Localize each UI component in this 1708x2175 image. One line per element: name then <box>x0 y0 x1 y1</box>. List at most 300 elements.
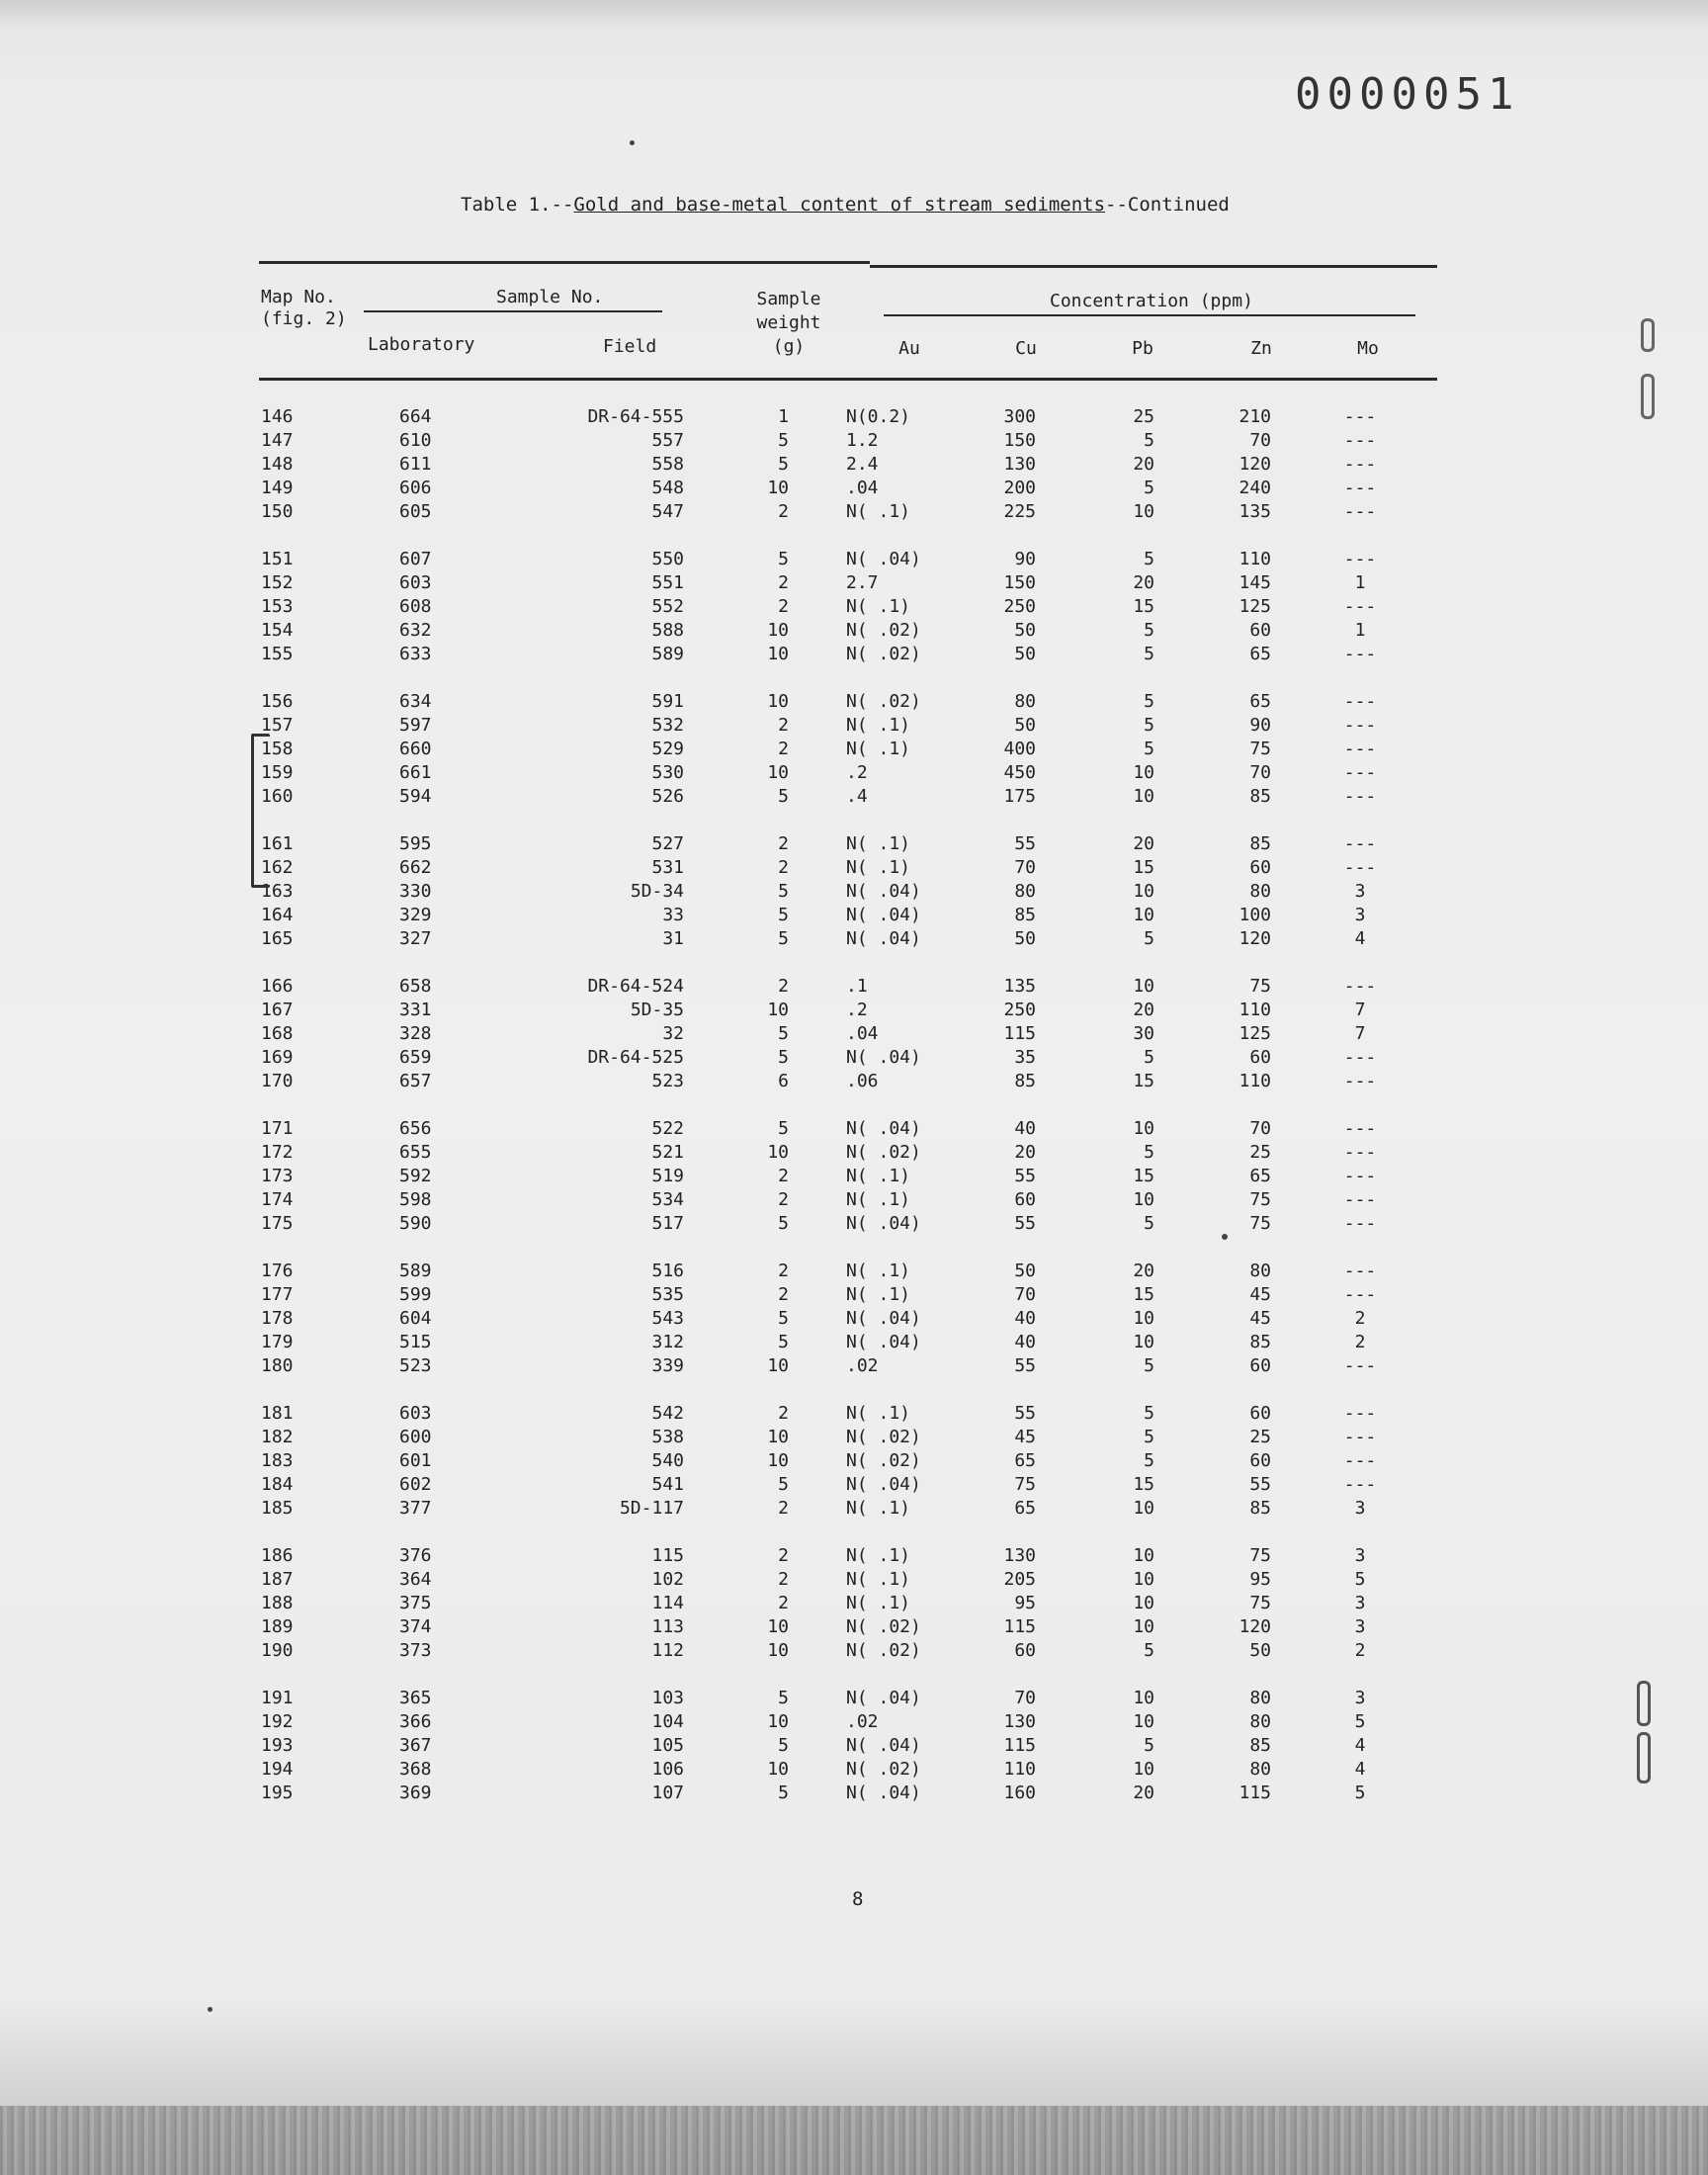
cell-au: N( .04) <box>846 1688 921 1708</box>
cell-field: 540 <box>651 1450 684 1471</box>
cell-mo: --- <box>1343 762 1377 783</box>
cell-pb: 15 <box>1133 1474 1154 1495</box>
cell-au: N( .04) <box>846 928 921 949</box>
cell-pb: 5 <box>1144 715 1154 736</box>
cell-zn: 60 <box>1249 620 1271 641</box>
cell-weight: 10 <box>767 1000 789 1020</box>
cell-cu: 50 <box>1014 715 1036 736</box>
cell-map-no: 172 <box>261 1142 294 1163</box>
cell-laboratory: 602 <box>399 1474 432 1495</box>
cell-weight: 1 <box>778 406 789 427</box>
scan-speck <box>630 140 635 145</box>
margin-bracket-mark <box>251 734 270 888</box>
cell-field: 522 <box>651 1118 684 1139</box>
cell-pb: 5 <box>1144 620 1154 641</box>
cell-pb: 5 <box>1144 1213 1154 1234</box>
cell-mo: --- <box>1343 1189 1377 1210</box>
cell-cu: 300 <box>1003 406 1036 427</box>
table-title <box>461 194 1230 216</box>
cell-field: 521 <box>651 1142 684 1163</box>
cell-weight: 2 <box>778 857 789 878</box>
cell-pb: 10 <box>1133 1759 1154 1780</box>
cell-field: 114 <box>651 1593 684 1613</box>
cell-cu: 400 <box>1003 739 1036 759</box>
cell-pb: 5 <box>1144 644 1154 664</box>
cell-cu: 50 <box>1014 620 1036 641</box>
cell-zn: 70 <box>1249 1118 1271 1139</box>
cell-au: N( .04) <box>846 881 921 902</box>
cell-map-no: 184 <box>261 1474 294 1495</box>
cell-cu: 65 <box>1014 1498 1036 1519</box>
cell-cu: 40 <box>1014 1118 1036 1139</box>
cell-cu: 55 <box>1014 1166 1036 1186</box>
cell-pb: 15 <box>1133 857 1154 878</box>
cell-mo: --- <box>1343 691 1377 712</box>
cell-mo: --- <box>1343 1284 1377 1305</box>
cell-field: 588 <box>651 620 684 641</box>
cell-map-no: 186 <box>261 1545 294 1566</box>
cell-field: 115 <box>651 1545 684 1566</box>
cell-laboratory: 597 <box>399 715 432 736</box>
cell-au: N( .04) <box>846 905 921 925</box>
cell-pb: 10 <box>1133 1688 1154 1708</box>
cell-cu: 70 <box>1014 857 1036 878</box>
cell-zn: 60 <box>1249 857 1271 878</box>
cell-pb: 10 <box>1133 762 1154 783</box>
cell-au: N( .04) <box>846 1783 921 1803</box>
document-id: 0000051 <box>1295 69 1520 120</box>
cell-cu: 20 <box>1014 1142 1036 1163</box>
cell-au: .2 <box>846 762 868 783</box>
cell-mo: --- <box>1343 596 1377 617</box>
cell-field: 548 <box>651 478 684 498</box>
sample-no-underline <box>364 310 662 312</box>
cell-au: N( .1) <box>846 1189 911 1210</box>
cell-weight: 5 <box>778 1213 789 1234</box>
cell-pb: 10 <box>1133 1711 1154 1732</box>
cell-pb: 10 <box>1133 881 1154 902</box>
cell-zn: 90 <box>1249 715 1271 736</box>
cell-zn: 85 <box>1249 1498 1271 1519</box>
cell-au: 2.7 <box>846 572 879 593</box>
cell-au: N( .1) <box>846 833 911 854</box>
cell-mo: 2 <box>1354 1308 1366 1329</box>
cell-cu: 55 <box>1014 1213 1036 1234</box>
cell-weight: 5 <box>778 1023 789 1044</box>
cell-mo: 1 <box>1354 620 1366 641</box>
cell-mo: 3 <box>1354 1498 1366 1519</box>
header-weight: weight <box>756 312 821 333</box>
cell-zn: 65 <box>1249 1166 1271 1186</box>
cell-au: N( .02) <box>846 1640 921 1661</box>
cell-cu: 95 <box>1014 1593 1036 1613</box>
cell-pb: 10 <box>1133 1498 1154 1519</box>
top-rule-left <box>259 261 870 264</box>
cell-weight: 10 <box>767 691 789 712</box>
cell-mo: 5 <box>1354 1783 1366 1803</box>
cell-zn: 125 <box>1238 1023 1271 1044</box>
cell-zn: 70 <box>1249 762 1271 783</box>
cell-pb: 10 <box>1133 1332 1154 1352</box>
cell-zn: 80 <box>1249 1711 1271 1732</box>
cell-laboratory: 662 <box>399 857 432 878</box>
cell-weight: 10 <box>767 1427 789 1447</box>
cell-map-no: 146 <box>261 406 294 427</box>
cell-au: N( .04) <box>846 1213 921 1234</box>
cell-pb: 10 <box>1133 786 1154 807</box>
cell-mo: --- <box>1343 1427 1377 1447</box>
cell-weight: 2 <box>778 1593 789 1613</box>
header-laboratory: Laboratory <box>368 334 475 355</box>
cell-zn: 80 <box>1249 1759 1271 1780</box>
table-title-underlined: Gold and base-metal content of stream sediments <box>573 194 1106 216</box>
cell-laboratory: 589 <box>399 1261 432 1281</box>
cell-mo: 7 <box>1354 1000 1366 1020</box>
cell-mo: --- <box>1343 549 1377 569</box>
cell-mo: 2 <box>1354 1332 1366 1352</box>
cell-mo: --- <box>1343 1166 1377 1186</box>
cell-zn: 110 <box>1238 549 1271 569</box>
cell-map-no: 156 <box>261 691 294 712</box>
cell-field: 538 <box>651 1427 684 1447</box>
cell-au: N( .1) <box>846 501 911 522</box>
page-number: 8 <box>852 1888 864 1910</box>
scan-bottom-edge <box>0 2106 1708 2175</box>
cell-map-no: 174 <box>261 1189 294 1210</box>
cell-laboratory: 366 <box>399 1711 432 1732</box>
cell-zn: 45 <box>1249 1284 1271 1305</box>
cell-weight: 2 <box>778 1189 789 1210</box>
cell-cu: 115 <box>1003 1023 1036 1044</box>
cell-pb: 15 <box>1133 1284 1154 1305</box>
cell-weight: 2 <box>778 1166 789 1186</box>
cell-field: 5D-34 <box>630 881 684 902</box>
cell-au: N( .04) <box>846 1047 921 1068</box>
cell-mo: --- <box>1343 715 1377 736</box>
cell-au: N( .02) <box>846 644 921 664</box>
header-mo: Mo <box>1357 338 1379 359</box>
cell-au: N( .04) <box>846 549 921 569</box>
cell-cu: 75 <box>1014 1474 1036 1495</box>
cell-cu: 70 <box>1014 1688 1036 1708</box>
cell-cu: 60 <box>1014 1189 1036 1210</box>
cell-field: 519 <box>651 1166 684 1186</box>
cell-cu: 55 <box>1014 833 1036 854</box>
cell-map-no: 168 <box>261 1023 294 1044</box>
cell-map-no: 183 <box>261 1450 294 1471</box>
cell-field: 113 <box>651 1616 684 1637</box>
cell-laboratory: 598 <box>399 1189 432 1210</box>
scan-speck <box>1222 1234 1228 1240</box>
cell-zn: 25 <box>1249 1142 1271 1163</box>
cell-cu: 150 <box>1003 572 1036 593</box>
cell-laboratory: 659 <box>399 1047 432 1068</box>
cell-field: 534 <box>651 1189 684 1210</box>
cell-field: 550 <box>651 549 684 569</box>
cell-pb: 5 <box>1144 430 1154 451</box>
cell-cu: 50 <box>1014 644 1036 664</box>
cell-mo: 3 <box>1354 881 1366 902</box>
cell-field: 530 <box>651 762 684 783</box>
cell-cu: 130 <box>1003 454 1036 475</box>
cell-zn: 210 <box>1238 406 1271 427</box>
cell-pb: 10 <box>1133 976 1154 997</box>
cell-zn: 60 <box>1249 1403 1271 1424</box>
cell-cu: 225 <box>1003 501 1036 522</box>
cell-mo: --- <box>1343 1355 1377 1376</box>
cell-au: N( .1) <box>846 739 911 759</box>
cell-map-no: 151 <box>261 549 294 569</box>
cell-zn: 80 <box>1249 881 1271 902</box>
cell-mo: 4 <box>1354 1735 1366 1756</box>
cell-mo: 3 <box>1354 1688 1366 1708</box>
cell-zn: 80 <box>1249 1688 1271 1708</box>
cell-au: .02 <box>846 1711 879 1732</box>
cell-au: N( .1) <box>846 1498 911 1519</box>
cell-weight: 5 <box>778 1783 789 1803</box>
cell-cu: 250 <box>1003 596 1036 617</box>
concentration-underline <box>884 314 1415 316</box>
cell-map-no: 155 <box>261 644 294 664</box>
cell-laboratory: 369 <box>399 1783 432 1803</box>
cell-mo: 3 <box>1354 1616 1366 1637</box>
cell-laboratory: 590 <box>399 1213 432 1234</box>
cell-map-no: 167 <box>261 1000 294 1020</box>
cell-au: N( .1) <box>846 1261 911 1281</box>
cell-pb: 20 <box>1133 1783 1154 1803</box>
cell-map-no: 191 <box>261 1688 294 1708</box>
cell-mo: 7 <box>1354 1023 1366 1044</box>
cell-mo: --- <box>1343 1474 1377 1495</box>
cell-laboratory: 632 <box>399 620 432 641</box>
cell-pb: 10 <box>1133 1569 1154 1590</box>
cell-pb: 10 <box>1133 1545 1154 1566</box>
cell-laboratory: 328 <box>399 1023 432 1044</box>
cell-pb: 20 <box>1133 1000 1154 1020</box>
cell-laboratory: 368 <box>399 1759 432 1780</box>
cell-map-no: 149 <box>261 478 294 498</box>
cell-weight: 10 <box>767 1711 789 1732</box>
cell-zn: 65 <box>1249 691 1271 712</box>
cell-weight: 2 <box>778 1403 789 1424</box>
staple-mark <box>1637 1681 1651 1726</box>
cell-mo: --- <box>1343 1071 1377 1091</box>
cell-weight: 10 <box>767 478 789 498</box>
cell-mo: 5 <box>1354 1569 1366 1590</box>
header-sample: Sample <box>756 289 821 309</box>
cell-mo: 4 <box>1354 1759 1366 1780</box>
cell-cu: 35 <box>1014 1047 1036 1068</box>
cell-cu: 250 <box>1003 1000 1036 1020</box>
cell-mo: --- <box>1343 430 1377 451</box>
cell-mo: --- <box>1343 644 1377 664</box>
cell-field: DR-64-524 <box>587 976 684 997</box>
cell-map-no: 181 <box>261 1403 294 1424</box>
cell-field: 532 <box>651 715 684 736</box>
cell-field: 552 <box>651 596 684 617</box>
cell-weight: 5 <box>778 454 789 475</box>
cell-laboratory: 610 <box>399 430 432 451</box>
cell-map-no: 166 <box>261 976 294 997</box>
cell-map-no: 178 <box>261 1308 294 1329</box>
cell-map-no: 187 <box>261 1569 294 1590</box>
cell-mo: --- <box>1343 454 1377 475</box>
cell-au: N( .02) <box>846 1450 921 1471</box>
header-grams: (g) <box>772 336 806 357</box>
cell-au: N( .02) <box>846 1616 921 1637</box>
cell-field: 106 <box>651 1759 684 1780</box>
cell-map-no: 164 <box>261 905 294 925</box>
cell-pb: 5 <box>1144 1735 1154 1756</box>
cell-cu: 50 <box>1014 1261 1036 1281</box>
cell-au: .04 <box>846 478 879 498</box>
cell-pb: 15 <box>1133 1166 1154 1186</box>
cell-laboratory: 604 <box>399 1308 432 1329</box>
cell-weight: 2 <box>778 715 789 736</box>
cell-field: 543 <box>651 1308 684 1329</box>
cell-zn: 85 <box>1249 833 1271 854</box>
cell-laboratory: 367 <box>399 1735 432 1756</box>
cell-field: 517 <box>651 1213 684 1234</box>
cell-mo: --- <box>1343 857 1377 878</box>
cell-cu: 205 <box>1003 1569 1036 1590</box>
cell-pb: 5 <box>1144 1427 1154 1447</box>
cell-map-no: 189 <box>261 1616 294 1637</box>
cell-cu: 70 <box>1014 1284 1036 1305</box>
cell-weight: 5 <box>778 1118 789 1139</box>
cell-pb: 20 <box>1133 1261 1154 1281</box>
cell-au: N( .1) <box>846 1593 911 1613</box>
cell-map-no: 173 <box>261 1166 294 1186</box>
cell-zn: 75 <box>1249 1189 1271 1210</box>
cell-field: 102 <box>651 1569 684 1590</box>
cell-weight: 5 <box>778 881 789 902</box>
cell-zn: 45 <box>1249 1308 1271 1329</box>
cell-field: 32 <box>662 1023 684 1044</box>
cell-weight: 5 <box>778 1047 789 1068</box>
cell-cu: 80 <box>1014 691 1036 712</box>
scan-top-edge <box>0 0 1708 28</box>
cell-pb: 10 <box>1133 1616 1154 1637</box>
cell-weight: 6 <box>778 1071 789 1091</box>
cell-weight: 10 <box>767 1142 789 1163</box>
cell-field: 547 <box>651 501 684 522</box>
cell-zn: 125 <box>1238 596 1271 617</box>
cell-cu: 175 <box>1003 786 1036 807</box>
cell-mo: --- <box>1343 976 1377 997</box>
cell-cu: 45 <box>1014 1427 1036 1447</box>
cell-zn: 55 <box>1249 1474 1271 1495</box>
cell-cu: 110 <box>1003 1759 1036 1780</box>
staple-mark <box>1637 1732 1651 1784</box>
cell-laboratory: 523 <box>399 1355 432 1376</box>
cell-cu: 85 <box>1014 905 1036 925</box>
cell-map-no: 147 <box>261 430 294 451</box>
cell-map-no: 185 <box>261 1498 294 1519</box>
cell-map-no: 177 <box>261 1284 294 1305</box>
cell-laboratory: 599 <box>399 1284 432 1305</box>
cell-cu: 40 <box>1014 1332 1036 1352</box>
cell-field: 526 <box>651 786 684 807</box>
cell-laboratory: 603 <box>399 1403 432 1424</box>
cell-weight: 2 <box>778 1498 789 1519</box>
cell-map-no: 171 <box>261 1118 294 1139</box>
cell-map-no: 175 <box>261 1213 294 1234</box>
cell-field: 527 <box>651 833 684 854</box>
cell-pb: 5 <box>1144 478 1154 498</box>
cell-mo: --- <box>1343 1450 1377 1471</box>
cell-field: 535 <box>651 1284 684 1305</box>
cell-laboratory: 658 <box>399 976 432 997</box>
cell-map-no: 154 <box>261 620 294 641</box>
cell-pb: 10 <box>1133 1308 1154 1329</box>
cell-cu: 160 <box>1003 1783 1036 1803</box>
cell-mo: --- <box>1343 786 1377 807</box>
cell-zn: 115 <box>1238 1783 1271 1803</box>
cell-mo: 1 <box>1354 572 1366 593</box>
header-au: Au <box>898 338 920 359</box>
cell-field: 591 <box>651 691 684 712</box>
cell-zn: 95 <box>1249 1569 1271 1590</box>
cell-weight: 2 <box>778 501 789 522</box>
cell-map-no: 162 <box>261 857 294 878</box>
cell-au: N( .04) <box>846 1735 921 1756</box>
cell-field: 33 <box>662 905 684 925</box>
cell-weight: 5 <box>778 430 789 451</box>
cell-laboratory: 633 <box>399 644 432 664</box>
cell-weight: 5 <box>778 1688 789 1708</box>
cell-laboratory: 329 <box>399 905 432 925</box>
cell-field: 31 <box>662 928 684 949</box>
cell-field: 112 <box>651 1640 684 1661</box>
top-rule-right <box>870 265 1437 268</box>
cell-laboratory: 605 <box>399 501 432 522</box>
cell-au: N( .1) <box>846 857 911 878</box>
cell-weight: 5 <box>778 928 789 949</box>
cell-weight: 5 <box>778 1332 789 1352</box>
cell-mo: --- <box>1343 739 1377 759</box>
cell-zn: 75 <box>1249 1213 1271 1234</box>
cell-field: 541 <box>651 1474 684 1495</box>
cell-pb: 5 <box>1144 691 1154 712</box>
cell-weight: 2 <box>778 976 789 997</box>
cell-laboratory: 377 <box>399 1498 432 1519</box>
cell-cu: 115 <box>1003 1735 1036 1756</box>
cell-weight: 2 <box>778 1261 789 1281</box>
cell-laboratory: 601 <box>399 1450 432 1471</box>
cell-zn: 120 <box>1238 1616 1271 1637</box>
cell-au: N( .02) <box>846 1427 921 1447</box>
cell-field: 312 <box>651 1332 684 1352</box>
cell-mo: 3 <box>1354 1593 1366 1613</box>
cell-zn: 70 <box>1249 430 1271 451</box>
cell-zn: 110 <box>1238 1000 1271 1020</box>
cell-laboratory: 330 <box>399 881 432 902</box>
cell-field: DR-64-555 <box>587 406 684 427</box>
cell-map-no: 163 <box>261 881 294 902</box>
cell-pb: 10 <box>1133 905 1154 925</box>
cell-map-no: 194 <box>261 1759 294 1780</box>
cell-zn: 50 <box>1249 1640 1271 1661</box>
cell-mo: --- <box>1343 1261 1377 1281</box>
cell-map-no: 165 <box>261 928 294 949</box>
cell-laboratory: 515 <box>399 1332 432 1352</box>
cell-field: 103 <box>651 1688 684 1708</box>
cell-pb: 30 <box>1133 1023 1154 1044</box>
cell-map-no: 160 <box>261 786 294 807</box>
cell-au: .02 <box>846 1355 879 1376</box>
cell-mo: --- <box>1343 1213 1377 1234</box>
